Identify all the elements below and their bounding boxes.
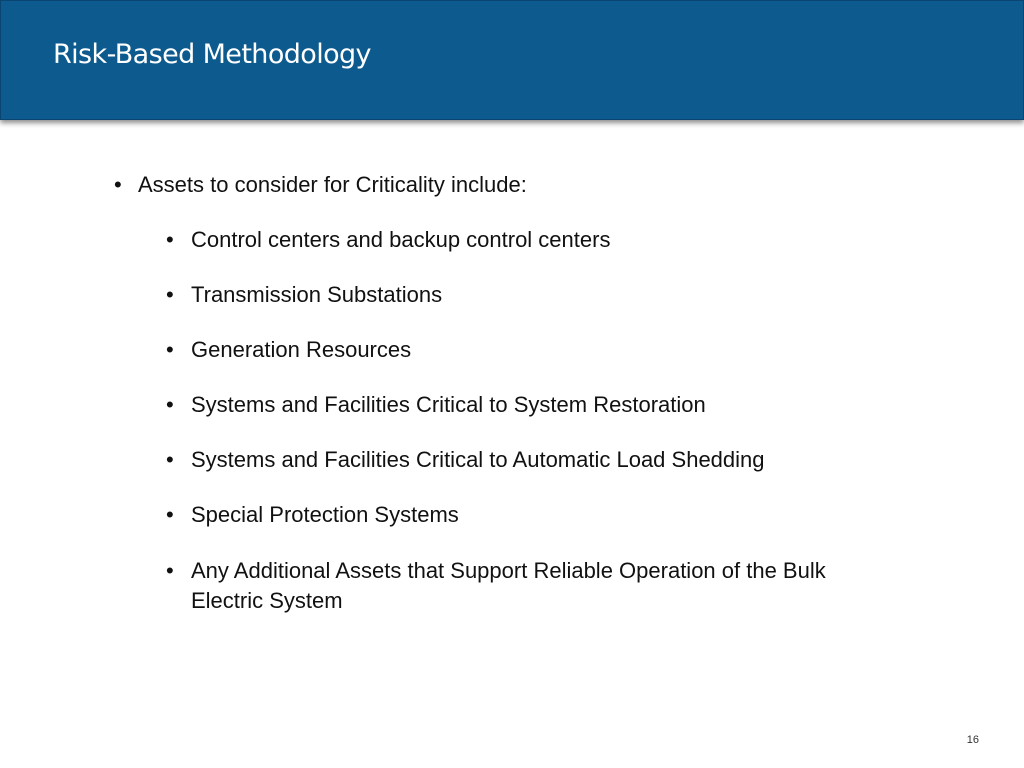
page-number: 16 [966, 734, 979, 746]
sub-bullet-text: Systems and Facilities Critical to System Restoration [191, 392, 706, 417]
sub-bullet-text: Special Protection Systems [191, 502, 459, 527]
sub-bullet-item [166, 280, 886, 310]
sub-bullet-item [166, 556, 886, 616]
sub-bullet-text: Control centers and backup control centers [191, 227, 611, 252]
sub-bullet-text: Systems and Facilities Critical to Automatic Load Shedding [191, 447, 765, 472]
slide-title: Risk-Based Methodology [53, 39, 371, 70]
bullet-icon: • [166, 227, 174, 252]
bullet-icon: • [166, 558, 174, 583]
bullet-text: Assets to consider for Criticality include: [138, 172, 527, 197]
sub-bullet-item [166, 445, 886, 475]
sub-bullet-text: Any Additional Assets that Support Reliable Operation of the Bulk Electric System [191, 558, 826, 613]
bullet-item-assets [114, 170, 527, 200]
bullet-icon: • [114, 172, 122, 197]
bullet-icon: • [166, 502, 174, 527]
bullet-icon: • [166, 392, 174, 417]
sub-bullet-text: Generation Resources [191, 337, 412, 362]
bullet-icon: • [166, 337, 174, 362]
sub-bullet-item [166, 225, 886, 255]
sub-bullet-item [166, 390, 886, 420]
sub-bullet-item [166, 500, 886, 530]
bullet-icon: • [166, 447, 174, 472]
sub-bullet-item [166, 335, 886, 365]
sub-bullet-text: Transmission Substations [191, 282, 443, 307]
bullet-icon: • [166, 282, 174, 307]
